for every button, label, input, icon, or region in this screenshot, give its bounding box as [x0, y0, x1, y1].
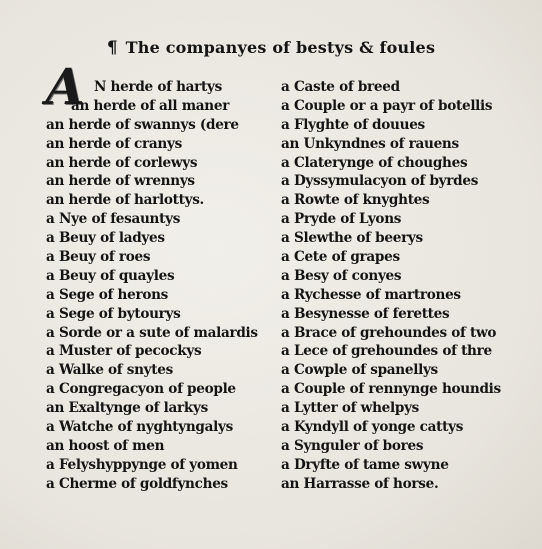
list-item: a Lytter of whelpys — [281, 400, 420, 417]
list-item: a Claterynge of choughes — [281, 154, 468, 171]
list-item: an herde of harlottys. — [46, 192, 204, 209]
list-item: an Unkyndnes of rauens — [281, 135, 459, 152]
list-item: a Beuy of quayles — [46, 267, 175, 284]
list-item: a Dyssymulacyon of byrdes — [281, 173, 479, 190]
list-item: an herde of corlewys — [46, 154, 198, 171]
list-item: a Besynesse of ferettes — [281, 305, 450, 322]
left-column — [46, 78, 276, 494]
list-item: a Walke of snytes — [46, 362, 173, 379]
list-item: a Cowple of spanellys — [281, 362, 438, 379]
list-item: an herde of swannys (dere — [46, 116, 239, 133]
list-item: an herde of all maner — [71, 97, 230, 114]
list-item: a Felyshyppynge of yomen — [46, 456, 238, 473]
list-item: a Congregacyon of people — [46, 381, 236, 398]
list-item: a Nye of fesauntys — [46, 211, 181, 228]
list-item: a Rychesse of martrones — [281, 286, 461, 303]
list-item: a Besy of conyes — [281, 267, 402, 284]
list-item: a Cete of grapes — [281, 249, 400, 266]
list-item: a Caste of breed — [281, 79, 400, 95]
list-item: a Beuy of ladyes — [46, 230, 165, 247]
list-item: a Synguler of bores — [281, 437, 424, 454]
decorated-initial: A — [45, 57, 85, 116]
list-item: a Sorde or a sute of malardis — [46, 324, 258, 341]
list-item: a Sege of herons — [46, 286, 169, 303]
list-item: an Exaltynge of larkys — [46, 400, 208, 417]
list-item: a Flyghte of douues — [281, 116, 425, 133]
list-item: a Couple or a payr of botellis — [281, 97, 493, 114]
list-item: a Kyndyll of yonge cattys — [281, 419, 464, 436]
list-item: a Pryde of Lyons — [281, 211, 402, 228]
list-item: a Watche of nyghtyngalys — [46, 419, 233, 436]
list-item: a Rowte of knyghtes — [281, 192, 430, 209]
list-item: an herde of wrennys — [46, 173, 195, 190]
list-item: a Couple of rennynge houndis — [281, 381, 501, 398]
list-item: an herde of cranys — [46, 135, 182, 152]
right-column — [281, 78, 526, 494]
list-item: a Sege of bytourys — [46, 305, 181, 322]
list-item: an hoost of men — [46, 437, 165, 454]
list-item: a Beuy of roes — [46, 249, 151, 266]
list-item: a Muster of pecockys — [46, 343, 202, 360]
list-item: a Brace of grehoundes of two — [281, 324, 497, 341]
list-item: a Lece of grehoundes of thre — [281, 343, 492, 360]
page-title — [0, 38, 542, 58]
list-item: a Slewthe of beerys — [281, 230, 423, 247]
title-text: The companyes of bestys & foules — [125, 38, 436, 57]
list-item: an Harrasse of horse. — [281, 475, 439, 492]
pilcrow-mark: ¶ — [106, 38, 118, 58]
list-item: N herde of hartys — [94, 79, 222, 95]
list-item: a Cherme of goldfynches — [46, 475, 228, 492]
list-item: a Dryfte of tame swyne — [281, 456, 449, 473]
